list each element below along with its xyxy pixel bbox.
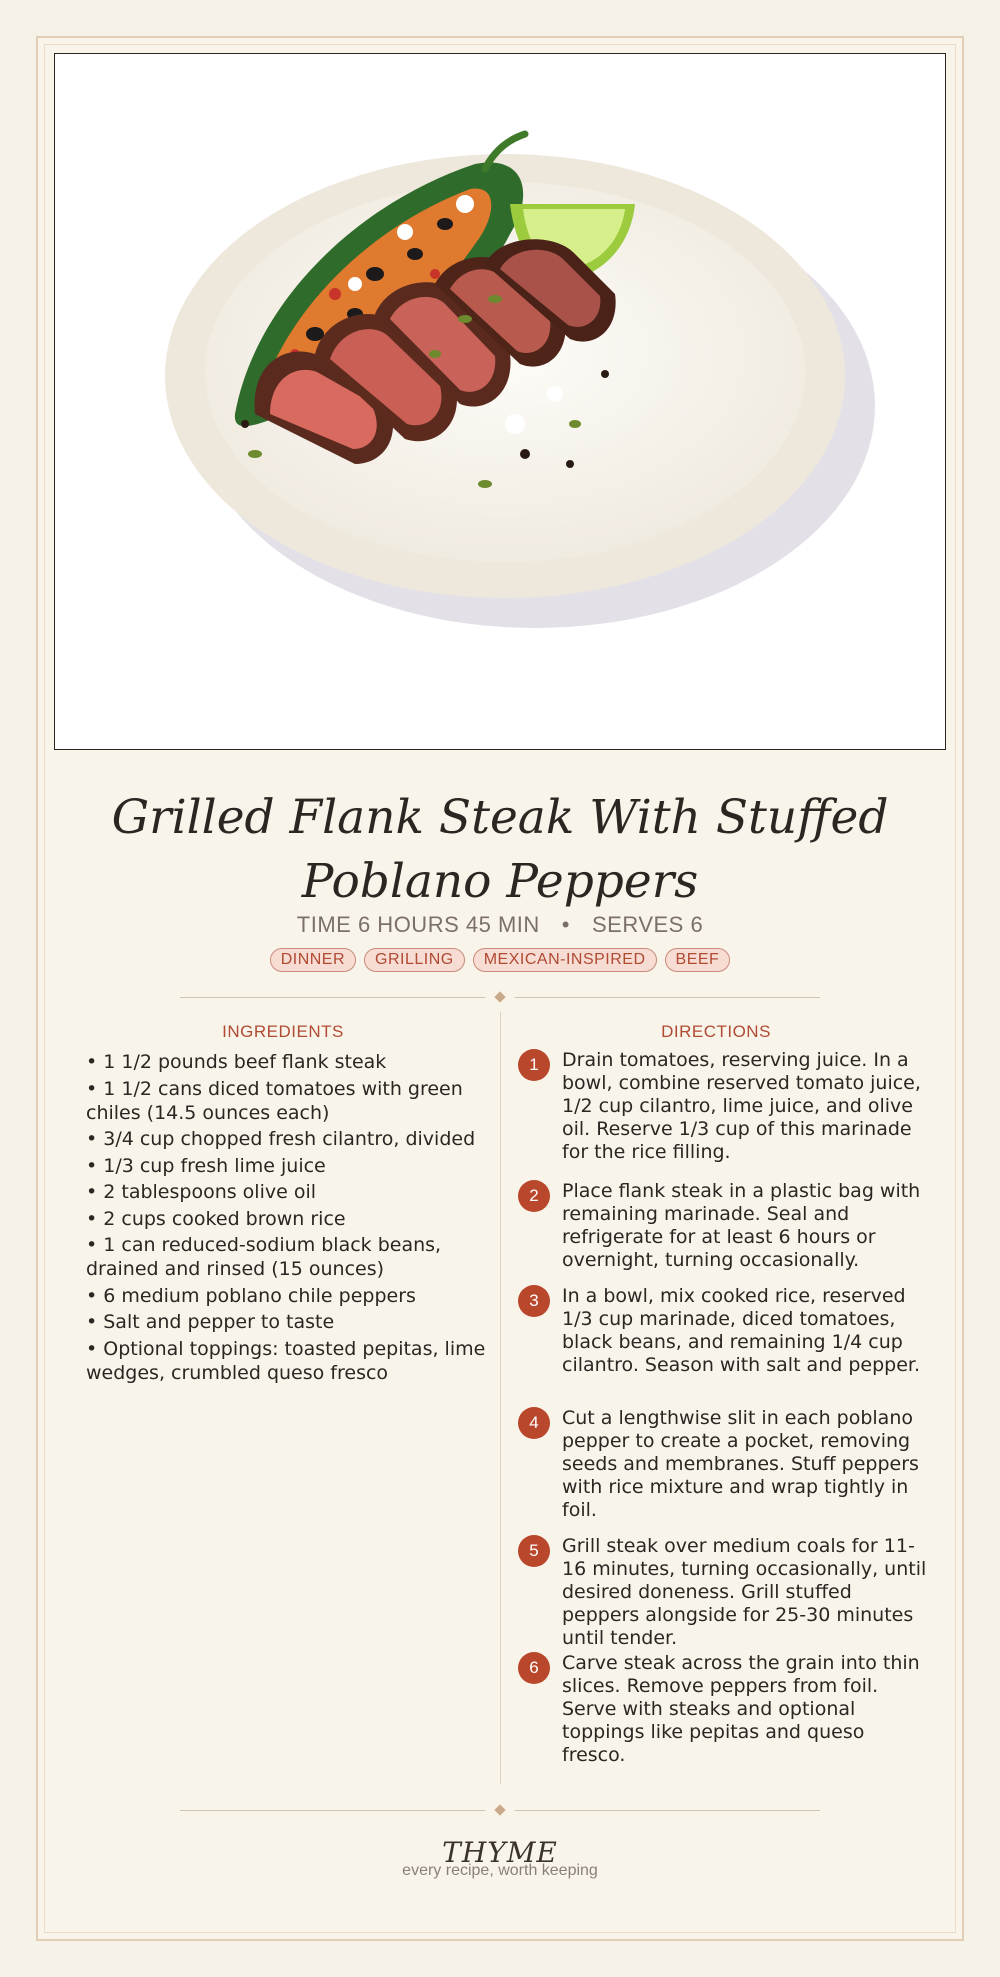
step-text: Grill steak over medium coals for 11-16 minutes, turning occasionally, until desired doneness. Grill stuffed peppers alongside for 25-30 minutes until tender.	[562, 1535, 927, 1649]
ingredient-item: • Optional toppings: toasted pepitas, lime wedges, crumbled queso fresco	[86, 1337, 486, 1384]
dish-photo	[54, 53, 946, 750]
tag-beef[interactable]: BEEF	[665, 948, 731, 972]
dish-illustration	[55, 54, 946, 750]
ingredient-item: • 1 can reduced-sodium black beans, drained and rinsed (15 ounces)	[86, 1234, 442, 1280]
directions-heading: DIRECTIONS	[661, 1022, 771, 1041]
bottom-divider-left	[180, 1810, 485, 1811]
brand-logo: THYME	[442, 1836, 558, 1869]
step-text: Carve steak across the grain into thin slices. Remove peppers from foil. Serve with steaks and optional toppings like pepitas and queso fresco.	[562, 1652, 920, 1766]
bottom-divider-right	[515, 1810, 820, 1811]
ingredient-item: • 3/4 cup chopped fresh cilantro, divided	[86, 1128, 476, 1150]
ingredients-list	[86, 1050, 486, 1387]
step-number: 2	[518, 1180, 550, 1212]
prep-time: TIME 6 HOURS 45 MIN	[296, 912, 540, 937]
step-number: 1	[518, 1049, 550, 1081]
ingredient-item: • Salt and pepper to taste	[86, 1311, 335, 1333]
ingredient-item: • 1 1/2 cans diced tomatoes with green chiles (14.5 ounces each)	[86, 1077, 463, 1124]
column-divider	[500, 1012, 501, 1784]
top-divider-left	[180, 997, 485, 998]
recipe-title: Grilled Flank Steak With Stuffed Poblano Peppers	[111, 790, 889, 909]
ingredient-item: • 2 cups cooked brown rice	[86, 1207, 346, 1230]
ingredient-item: • 6 medium poblano chile peppers	[86, 1284, 416, 1307]
servings: SERVES 6	[591, 912, 704, 937]
step-text: Drain tomatoes, reserving juice. In a bowl, combine reserved tomato juice, 1/2 cup cilantro, lime juice, and olive oil. Reserve 1/3 cup of this marinade for the rice filling.	[562, 1049, 921, 1163]
tag-mexican-inspired[interactable]: MEXICAN-INSPIRED	[473, 948, 657, 972]
meta-separator: •	[561, 912, 570, 937]
recipe-meta	[0, 912, 1000, 938]
step-number: 4	[518, 1407, 550, 1439]
top-divider-right	[515, 997, 820, 998]
ingredient-item: • 2 tablespoons olive oil	[86, 1181, 317, 1203]
step-text: In a bowl, mix cooked rice, reserved 1/3 cup marinade, diced tomatoes, black beans, and remaining 1/4 cup cilantro. Season with salt and pepper.	[562, 1285, 921, 1376]
brand-tagline: every recipe, worth keeping	[402, 1862, 598, 1879]
step-number: 3	[518, 1285, 550, 1317]
step-number: 5	[518, 1535, 550, 1567]
tag-grilling[interactable]: GRILLING	[364, 948, 465, 972]
ingredient-item: • 1/3 cup fresh lime juice	[86, 1154, 326, 1177]
step-number: 6	[518, 1652, 550, 1684]
tag-list	[0, 948, 1000, 972]
ingredients-heading: INGREDIENTS	[222, 1022, 344, 1041]
tag-dinner[interactable]: DINNER	[270, 948, 356, 972]
step-text: Place flank steak in a plastic bag with remaining marinade. Seal and refrigerate for at least 6 hours or overnight, turning occasionally.	[562, 1180, 921, 1271]
ingredient-item: • 1 1/2 pounds beef flank steak	[86, 1051, 387, 1073]
step-text: Cut a lengthwise slit in each poblano pepper to create a pocket, removing seeds and membranes. Stuff peppers with rice mixture and wrap tightly in foil.	[562, 1407, 919, 1521]
